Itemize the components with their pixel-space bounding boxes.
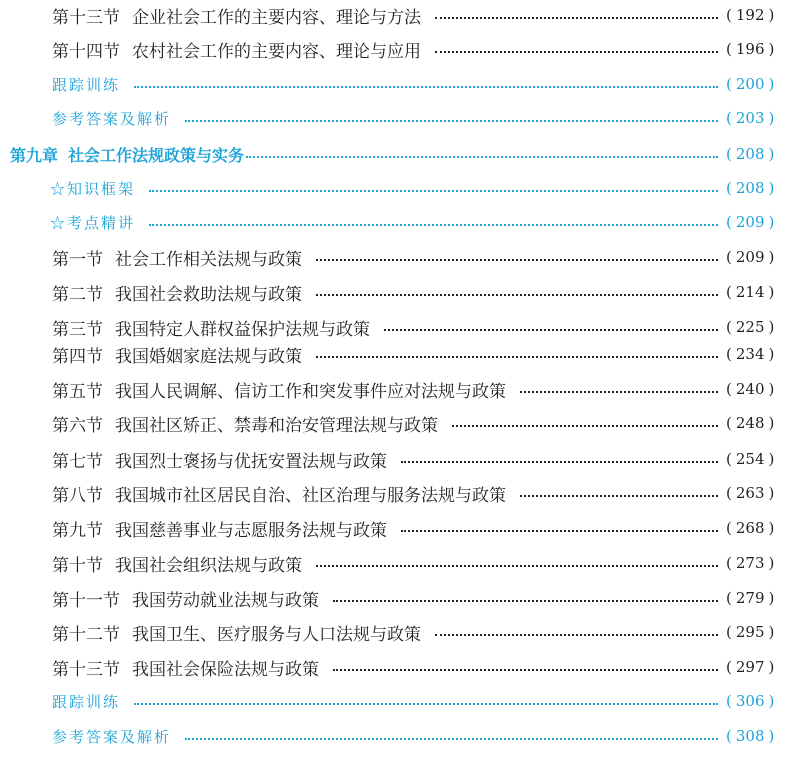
toc-entry[interactable] — [0, 654, 790, 680]
dot-leader — [185, 120, 718, 122]
entry-title: 我国社会救助法规与政策 — [115, 284, 302, 305]
toc-entry[interactable] — [0, 585, 790, 611]
toc-entry-practice[interactable] — [0, 688, 790, 714]
toc-entry[interactable] — [0, 410, 790, 436]
entry-title: 参考答案及解析 — [52, 727, 172, 746]
page-number: ( 208 ) — [726, 179, 775, 197]
entry-title: 参考答案及解析 — [52, 109, 172, 128]
toc-entry-answers[interactable] — [0, 723, 790, 749]
page-number: ( 306 ) — [726, 692, 775, 710]
section-number: 第四节 — [52, 346, 103, 367]
page-number: ( 192 ) — [726, 6, 775, 24]
section-number: 第十四节 — [52, 41, 120, 62]
dot-leader — [316, 356, 718, 358]
section-number: 第十二节 — [52, 624, 120, 645]
dot-leader — [384, 329, 718, 331]
section-number: 第六节 — [52, 415, 103, 436]
section-number: 第二节 — [52, 284, 103, 305]
page-number: ( 295 ) — [726, 623, 775, 641]
section-number: 第九节 — [52, 520, 103, 541]
section-number: 第八节 — [52, 485, 103, 506]
dot-leader — [401, 461, 718, 463]
entry-title: 社会工作相关法规与政策 — [115, 249, 302, 270]
page-number: ( 208 ) — [726, 145, 775, 163]
dot-leader — [316, 259, 718, 261]
dot-leader — [520, 495, 718, 497]
entry-title: 我国婚姻家庭法规与政策 — [115, 346, 302, 367]
page-number: ( 209 ) — [726, 213, 775, 231]
toc-entry-knowledge-framework[interactable] — [0, 175, 790, 201]
chapter-number: 第九章 — [10, 145, 59, 165]
entry-title: ☆知识框架 — [50, 179, 136, 198]
page-number: ( 297 ) — [726, 658, 775, 676]
dot-leader — [149, 190, 718, 192]
entry-title: 我国慈善事业与志愿服务法规与政策 — [115, 520, 387, 541]
section-number: 第十三节 — [52, 7, 120, 28]
toc-entry[interactable] — [0, 376, 790, 402]
toc-entry[interactable] — [0, 36, 790, 62]
dot-leader — [246, 156, 718, 158]
page-number: ( 200 ) — [726, 75, 775, 93]
entry-title: ☆考点精讲 — [50, 213, 136, 232]
section-number: 第十三节 — [52, 659, 120, 680]
entry-title: 我国社会组织法规与政策 — [115, 555, 302, 576]
page-number: ( 268 ) — [726, 519, 775, 537]
page-number: ( 308 ) — [726, 727, 775, 745]
dot-leader — [520, 391, 718, 393]
entry-title: 跟踪训练 — [52, 75, 121, 94]
dot-leader — [333, 669, 718, 671]
page-number: ( 240 ) — [726, 380, 775, 398]
entry-title: 农村社会工作的主要内容、理论与应用 — [132, 41, 421, 62]
toc-entry-key-points[interactable] — [0, 209, 790, 235]
section-number: 第七节 — [52, 451, 103, 472]
toc-entry[interactable] — [0, 515, 790, 541]
entry-title: 企业社会工作的主要内容、理论与方法 — [132, 7, 421, 28]
page-number: ( 209 ) — [726, 248, 775, 266]
entry-title: 我国特定人群权益保护法规与政策 — [115, 319, 370, 340]
page-number: ( 203 ) — [726, 109, 775, 127]
page-number: ( 279 ) — [726, 589, 775, 607]
dot-leader — [435, 51, 718, 53]
toc-entry-answers[interactable] — [0, 105, 790, 131]
toc-entry[interactable] — [0, 341, 790, 367]
dot-leader — [452, 425, 718, 427]
page-number: ( 214 ) — [726, 283, 775, 301]
toc-entry-practice[interactable] — [0, 71, 790, 97]
section-number: 第三节 — [52, 319, 103, 340]
entry-title: 我国卫生、医疗服务与人口法规与政策 — [132, 624, 421, 645]
entry-title: 跟踪训练 — [52, 692, 121, 711]
dot-leader — [134, 703, 718, 705]
entry-title: 我国社区矫正、禁毒和治安管理法规与政策 — [115, 415, 438, 436]
page-number: ( 234 ) — [726, 345, 775, 363]
entry-title: 我国社会保险法规与政策 — [132, 659, 319, 680]
toc-entry[interactable] — [0, 550, 790, 576]
toc-chapter-entry[interactable] — [0, 141, 790, 167]
page-number: ( 248 ) — [726, 414, 775, 432]
dot-leader — [435, 17, 718, 19]
dot-leader — [149, 224, 718, 226]
entry-title: 我国人民调解、信访工作和突发事件应对法规与政策 — [115, 381, 506, 402]
dot-leader — [134, 86, 718, 88]
dot-leader — [333, 600, 718, 602]
toc-entry[interactable] — [0, 244, 790, 270]
dot-leader — [435, 634, 718, 636]
toc-entry[interactable] — [0, 314, 790, 340]
page-number: ( 196 ) — [726, 40, 775, 58]
toc-entry[interactable] — [0, 480, 790, 506]
entry-title: 我国劳动就业法规与政策 — [132, 590, 319, 611]
section-number: 第十一节 — [52, 590, 120, 611]
page-number: ( 254 ) — [726, 450, 775, 468]
section-number: 第五节 — [52, 381, 103, 402]
page-number: ( 263 ) — [726, 484, 775, 502]
entry-title: 我国城市社区居民自治、社区治理与服务法规与政策 — [115, 485, 506, 506]
dot-leader — [316, 294, 718, 296]
dot-leader — [316, 565, 718, 567]
page-number: ( 225 ) — [726, 318, 775, 336]
dot-leader — [185, 738, 718, 740]
toc-entry[interactable] — [0, 279, 790, 305]
page-number: ( 273 ) — [726, 554, 775, 572]
entry-title: 我国烈士褒扬与优抚安置法规与政策 — [115, 451, 387, 472]
toc-entry[interactable] — [0, 619, 790, 645]
chapter-title: 社会工作法规政策与实务 — [68, 145, 245, 165]
section-number: 第十节 — [52, 555, 103, 576]
section-number: 第一节 — [52, 249, 103, 270]
dot-leader — [401, 530, 718, 532]
toc-entry[interactable] — [0, 2, 790, 28]
toc-entry[interactable] — [0, 446, 790, 472]
